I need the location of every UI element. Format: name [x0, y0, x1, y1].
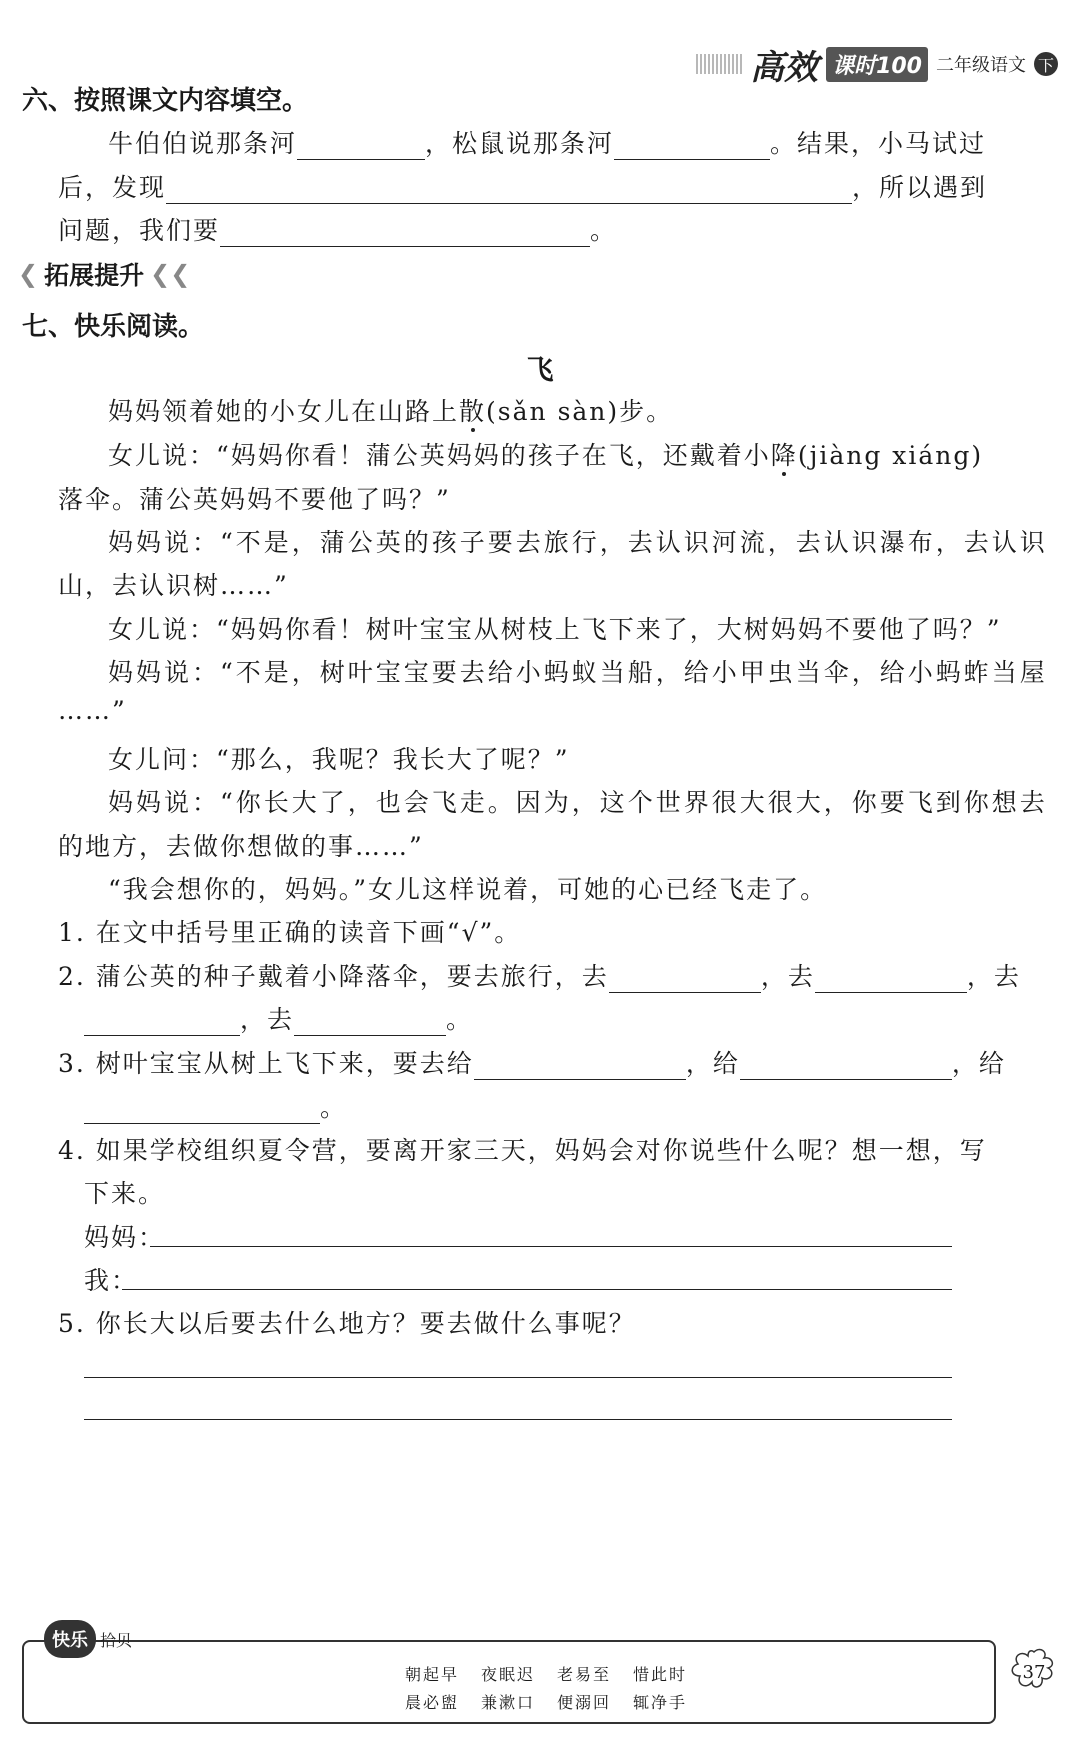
footer-badge [44, 1620, 132, 1658]
verse-phrase: 夜眠迟 [481, 1665, 536, 1684]
section6-line2 [58, 168, 987, 204]
chevron-left-icon: ❮❮ [150, 260, 191, 288]
fill-blank[interactable] [220, 222, 590, 247]
text: ，去 [240, 1005, 295, 1034]
verse-phrase: 惜此时 [633, 1665, 688, 1684]
banner-label: 拓展提升 [44, 261, 145, 290]
fill-blank[interactable] [294, 1011, 446, 1036]
text: 妈妈领着她的小女儿在山路上 [108, 397, 460, 426]
verse-phrase: 老易至 [557, 1665, 612, 1684]
text: ，给 [685, 1049, 740, 1078]
verse-phrase: 晨必盥 [405, 1693, 460, 1712]
verse-phrase: 辄净手 [633, 1693, 688, 1712]
page-number [1006, 1646, 1062, 1698]
text: 2. 蒲公英的种子戴着小降落伞，要去旅行，去 [58, 962, 609, 991]
question-4-cont: 下来。 [84, 1179, 166, 1208]
paragraph-7: 妈妈说：“你长大了，也会飞走。因为，这个世界很大很大，你要飞到你想去 [108, 788, 1048, 817]
answer-me-label: 我： [84, 1266, 139, 1295]
paragraph-5-cont: ……” [58, 696, 127, 725]
paragraph-6: 女儿问：“那么，我呢？我长大了呢？” [108, 745, 570, 774]
verse-phrase: 便溺回 [557, 1693, 612, 1712]
pinyin-options[interactable]: (sǎn sàn)步。 [486, 397, 674, 426]
text: ，给 [951, 1049, 1006, 1078]
question-3-cont [84, 1088, 347, 1124]
question-2-cont [84, 1000, 473, 1036]
paragraph-5: 妈妈说：“不是，树叶宝宝要去给小蚂蚁当船，给小甲虫当伞，给小蚂蚱当屋 [108, 658, 1048, 687]
paragraph-7-cont: 的地方，去做你想做的事……” [58, 832, 424, 861]
answer-line[interactable] [122, 1288, 952, 1290]
fill-blank[interactable] [815, 968, 967, 993]
page-number-text: 37 [1022, 1661, 1046, 1683]
text: ，去 [760, 962, 815, 991]
text: 。 [590, 216, 618, 245]
question-4: 4. 如果学校组织夏令营，要离开家三天，妈妈会对你说些什么呢？想一想，写 [58, 1136, 987, 1165]
brand-title: 高效 [750, 47, 819, 88]
text: ，去 [966, 962, 1021, 991]
verse-phrase: 朝起早 [405, 1665, 460, 1684]
text: ，所以遇到 [852, 173, 988, 202]
text: 3. 树叶宝宝从树上飞下来，要去给 [58, 1049, 474, 1078]
dotted-char: 降 [770, 441, 798, 470]
text: 牛伯伯说那条河 [108, 129, 298, 158]
extension-banner [18, 256, 190, 292]
answer-line[interactable] [84, 1418, 952, 1420]
fill-blank[interactable] [609, 968, 761, 993]
header-decoration [696, 54, 742, 74]
answer-line[interactable] [84, 1376, 952, 1378]
story-title: 飞 [526, 355, 554, 386]
dotted-char: 散 [459, 397, 487, 426]
footer-verse-row-1 [405, 1662, 687, 1685]
answer-mom-label: 妈妈： [84, 1223, 166, 1252]
page-header [696, 44, 1058, 88]
fill-blank[interactable] [474, 1055, 686, 1080]
footer-verse-row-2 [405, 1690, 687, 1713]
paragraph-1 [108, 392, 673, 428]
fill-blank[interactable] [84, 1099, 320, 1124]
paragraph-3-cont: 山，去认识树……” [58, 571, 289, 600]
text: 。结果，小马试过 [770, 129, 987, 158]
chevron-left-icon: ❮ [18, 260, 39, 288]
brand-subtitle: 课时100 [826, 47, 928, 82]
fill-blank[interactable] [297, 135, 425, 160]
badge-bubble: 快乐 [44, 1620, 96, 1658]
text: 。 [320, 1093, 348, 1122]
paragraph-8: “我会想你的，妈妈。”女儿这样说着，可她的心已经飞走了。 [108, 875, 828, 904]
fill-blank[interactable] [740, 1055, 952, 1080]
question-2 [58, 957, 1021, 993]
text: ，松鼠说那条河 [425, 129, 615, 158]
pinyin-options[interactable]: (jiàng xiáng) [797, 441, 984, 470]
text: 问题，我们要 [58, 216, 221, 245]
question-1: 1. 在文中括号里正确的读音下画“√”。 [58, 918, 522, 947]
question-3 [58, 1044, 1006, 1080]
text: 。 [446, 1005, 474, 1034]
volume-badge: 下 [1034, 52, 1058, 76]
answer-line[interactable] [150, 1245, 952, 1247]
section7-heading: 七、快乐阅读。 [22, 312, 205, 342]
paragraph-2-cont: 落伞。蒲公英妈妈不要他了吗？” [58, 485, 451, 514]
paragraph-4: 女儿说：“妈妈你看！树叶宝宝从树枝上飞下来了，大树妈妈不要他了吗？” [108, 615, 1002, 644]
text: 女儿说：“妈妈你看！蒲公英妈妈的孩子在飞，还戴着小 [108, 441, 771, 470]
fill-blank[interactable] [166, 179, 852, 204]
section6-line3 [58, 211, 617, 247]
badge-label: 拾贝 [100, 1630, 133, 1650]
fill-blank[interactable] [614, 135, 770, 160]
section6-line1 [108, 124, 986, 160]
question-5: 5. 你长大以后要去什么地方？要去做什么事呢？ [58, 1309, 636, 1338]
fill-blank[interactable] [84, 1011, 240, 1036]
verse-phrase: 兼漱口 [481, 1693, 536, 1712]
section6-heading: 六、按照课文内容填空。 [22, 86, 309, 116]
grade-label: 二年级语文 [936, 55, 1026, 76]
paragraph-3: 妈妈说：“不是，蒲公英的孩子要去旅行，去认识河流，去认识瀑布，去认识 [108, 528, 1048, 557]
text: 后，发现 [58, 173, 167, 202]
paragraph-2 [108, 436, 983, 472]
